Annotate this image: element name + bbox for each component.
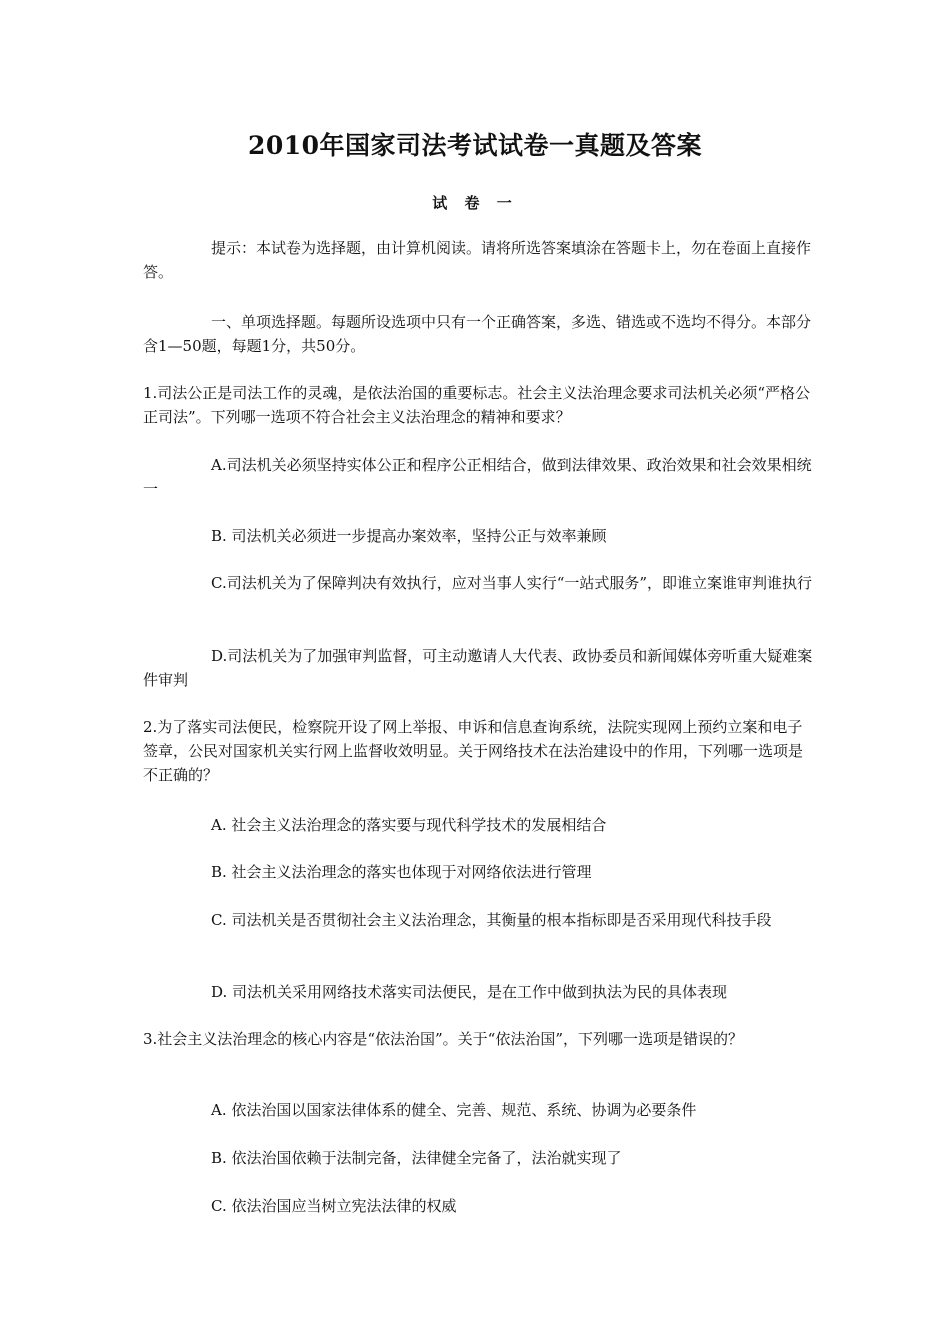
question-3-option-a: A. 依法治国以国家法律体系的健全、完善、规范、系统、协调为必要条件 [211, 1101, 697, 1119]
instructions-paragraph: 提示：本试卷为选择题，由计算机阅读。请将所选答案填涂在答题卡上，勿在卷面上直接作答。 [143, 239, 812, 281]
question-1-option-d: D.司法机关为了加强审判监督，可主动邀请人大代表、政协委员和新闻媒体旁听重大疑难案件审判 [143, 647, 813, 689]
question-1-option-c: C.司法机关为了保障判决有效执行，应对当事人实行“一站式服务”，即谁立案谁审判谁执行 [211, 574, 813, 592]
question-2: 2.为了落实司法便民，检察院开设了网上举报、申诉和信息查询系统，法院实现网上预约立案和电子签章，公民对国家机关实行网上监督收效明显。关于网络技术在法治建设中的作用，下列哪一选项是不正确的？ [143, 718, 804, 784]
question-1-option-a: A.司法机关必须坚持实体公正和程序公正相结合，做到法律效果、政治效果和社会效果相统一 [143, 456, 812, 498]
document-title: 2010年国家司法考试试卷一真题及答案 [247, 131, 703, 160]
question-2-option-b: B. 社会主义法治理念的落实也体现于对网络依法进行管理 [211, 863, 592, 881]
question-1: 1.司法公正是司法工作的灵魂，是依法治国的重要标志。社会主义法治理念要求司法机关必须“严格公正司法”。下列哪一选项不符合社会主义法治理念的精神和要求？ [143, 384, 810, 426]
question-2-option-d: D. 司法机关采用网络技术落实司法便民，是在工作中做到执法为民的具体表现 [211, 983, 728, 1001]
question-3-option-b: B. 依法治国依赖于法制完备，法律健全完备了，法治就实现了 [211, 1149, 622, 1167]
paper-subtitle: 试 卷 一 [432, 194, 518, 212]
question-3-option-c: C. 依法治国应当树立宪法法律的权威 [211, 1197, 457, 1215]
question-2-option-a: A. 社会主义法治理念的落实要与现代科学技术的发展相结合 [211, 816, 607, 834]
question-1-option-b: B. 司法机关必须进一步提高办案效率，坚持公正与效率兼顾 [211, 527, 607, 545]
section-heading: 一、单项选择题。每题所设选项中只有一个正确答案，多选、错选或不选均不得分。本部分含1—50题，每题1分，共50分。 [143, 313, 812, 355]
question-3: 3.社会主义法治理念的核心内容是“依法治国”。关于“依法治国”，下列哪一选项是错误的？ [143, 1030, 743, 1048]
question-2-option-c: C. 司法机关是否贯彻社会主义法治理念，其衡量的根本指标即是否采用现代科技手段 [211, 911, 772, 929]
